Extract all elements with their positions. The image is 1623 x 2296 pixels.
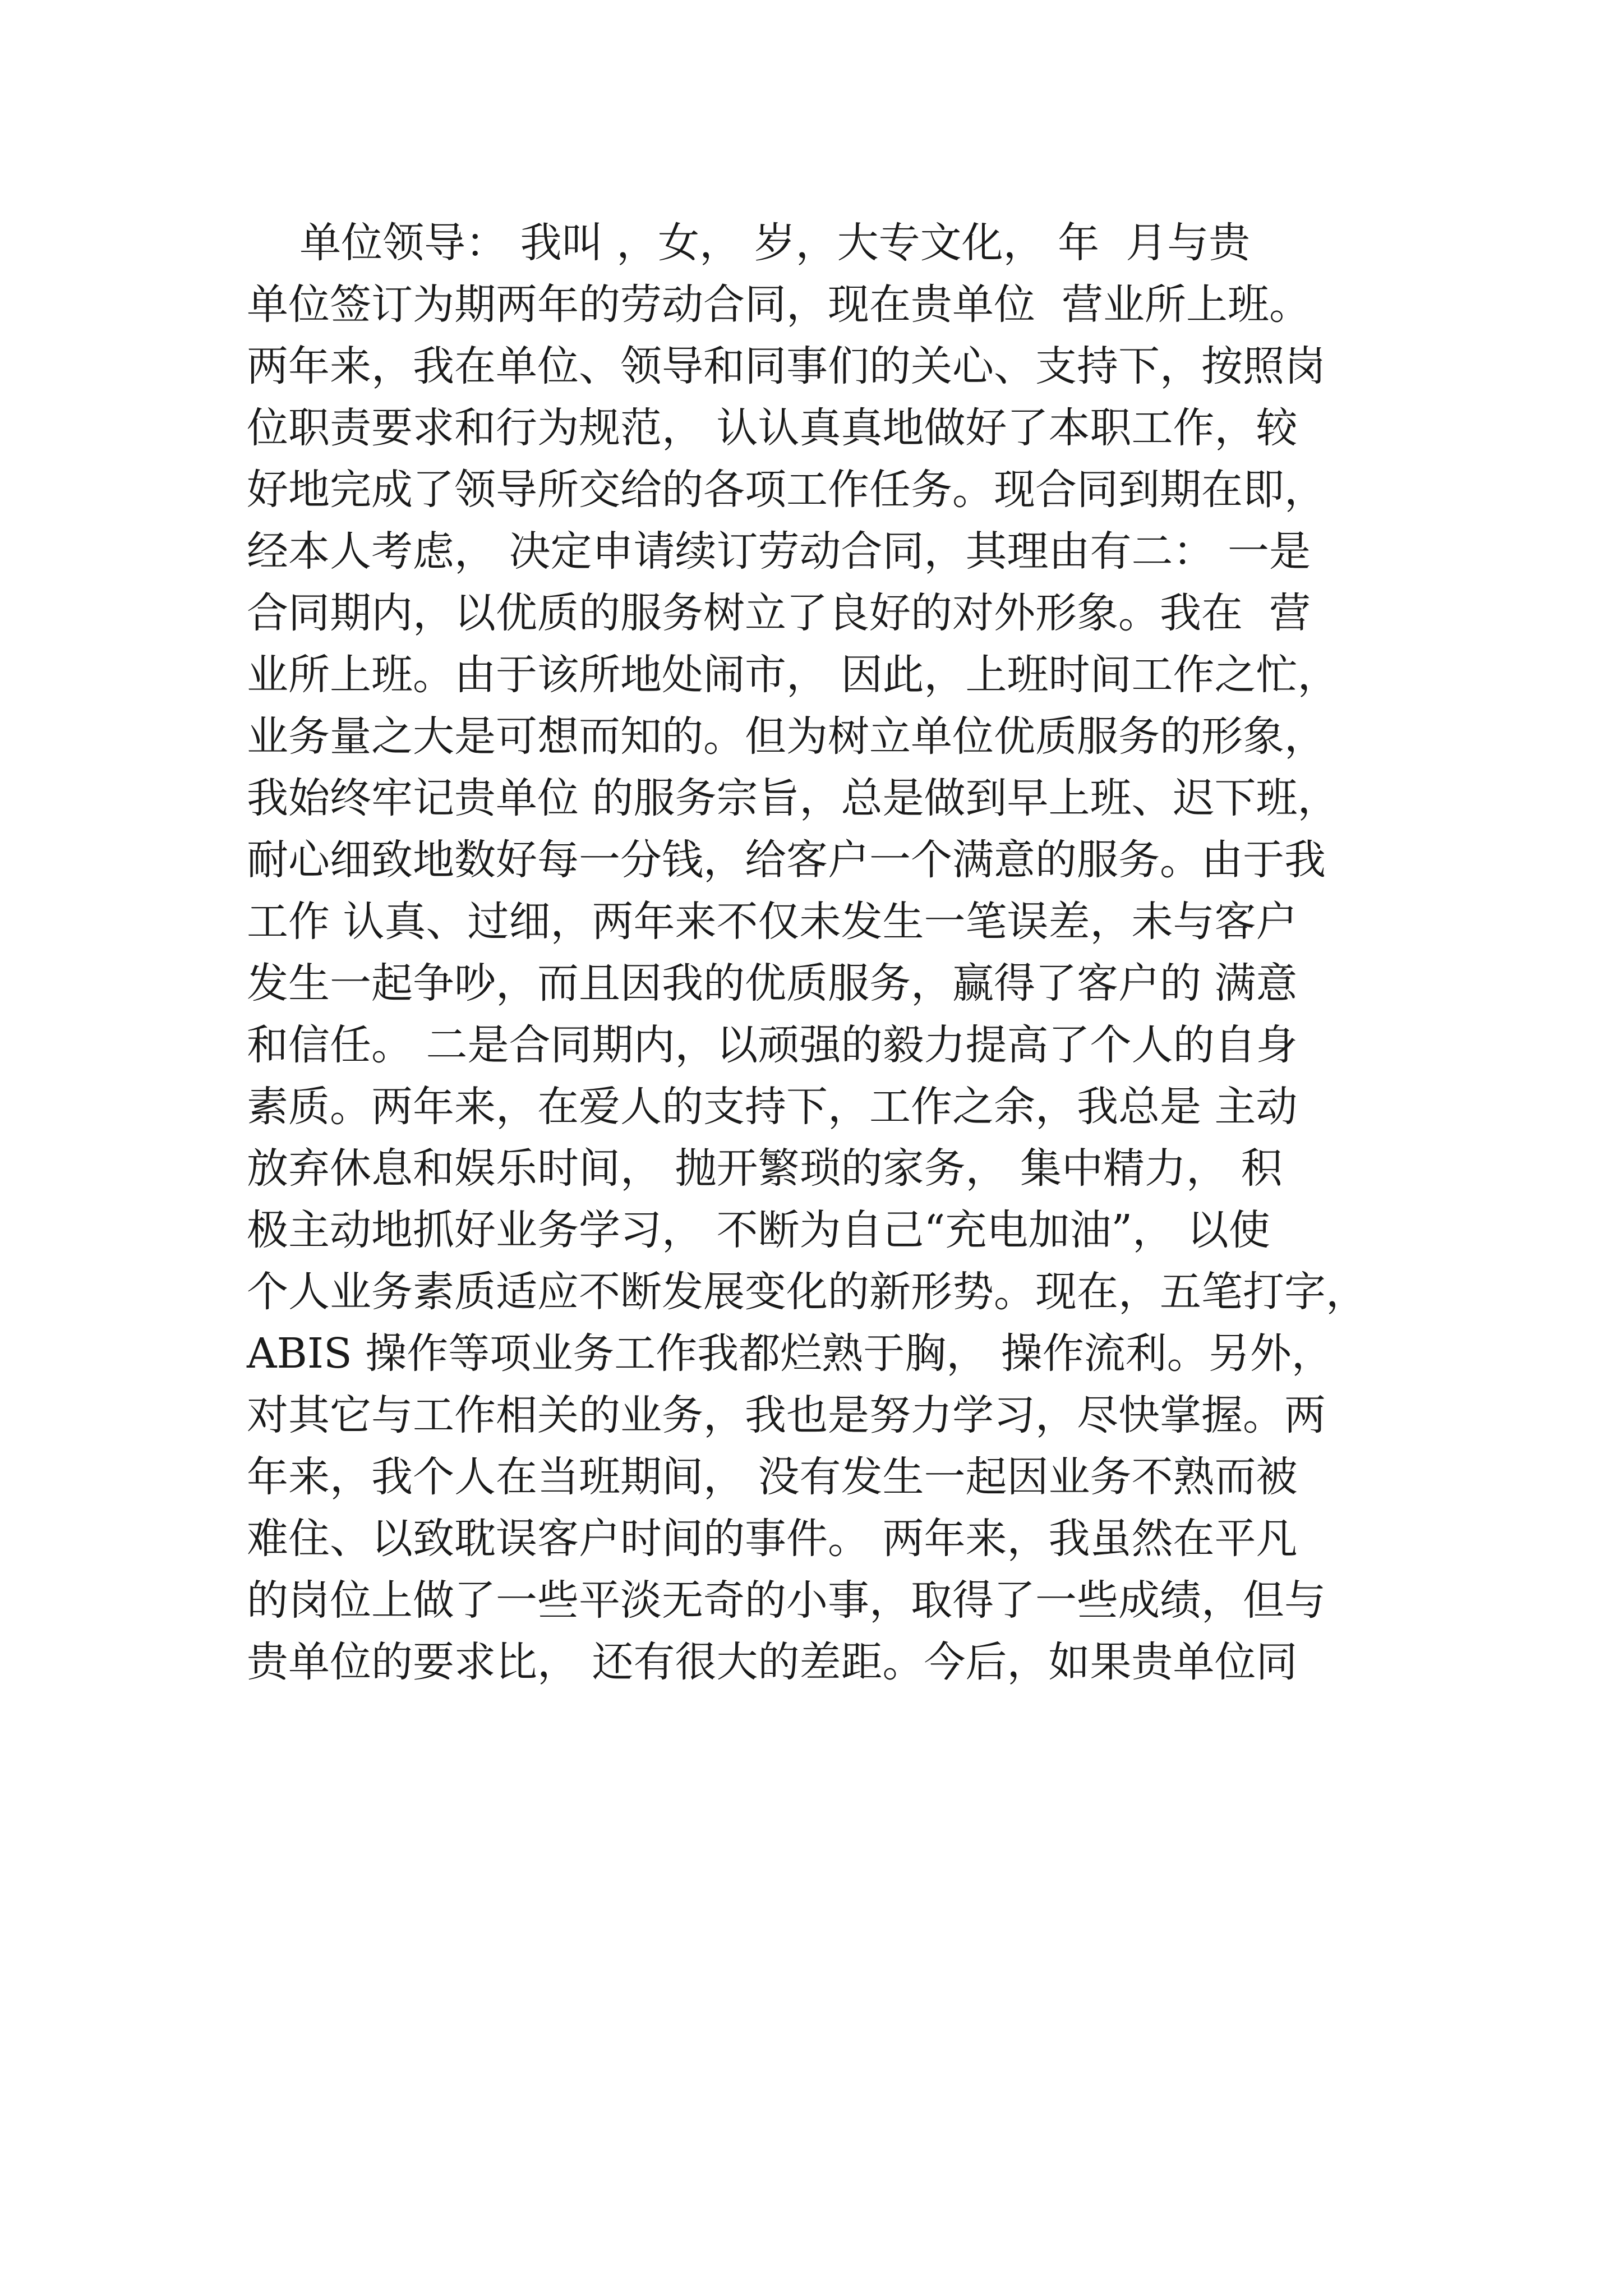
text-line: 单位签订为期两年的劳动合同，现在贵单位 营业所上班。 [247, 280, 1311, 329]
text-line: 我始终牢记贵单位 的服务宗旨，总是做到早上班、迟下班， [247, 774, 1339, 822]
text-line: 贵单位的要求比， 还有很大的差距。今后，如果贵单位同 [247, 1638, 1298, 1686]
text-line: 和信任。 二是合同期内，以顽强的毅力提高了个人的自身 [247, 1021, 1298, 1069]
text-line: 业所上班。由于该所地处闹市， 因此，上班时间工作之忙， [247, 651, 1339, 699]
text-line: 耐心细致地数好每一分钱，给客户一个满意的服务。由于我 [247, 836, 1326, 884]
text-line: 两年来，我在单位、领导和同事们的关心、支持下，按照岗 [247, 342, 1326, 390]
text-line: 单位领导： 我叫 ，女， 岁，大专文化， 年 月与贵 [247, 219, 1251, 267]
text-line: 位职责要求和行为规范， 认认真真地做好了本职工作，较 [247, 404, 1298, 452]
text-line: 难住、以致耽误客户时间的事件。 两年来，我虽然在平凡 [247, 1515, 1298, 1563]
text-line: 年来，我个人在当班期间， 没有发生一起因业务不熟而被 [247, 1453, 1298, 1501]
text-line: 放弃休息和娱乐时间， 抛开繁琐的家务， 集中精力， 积 [247, 1144, 1283, 1193]
text-line: 发生一起争吵，而且因我的优质服务，赢得了客户的 满意 [247, 959, 1298, 1007]
text-line: 好地完成了领导所交给的各项工作任务。现合同到期在即， [247, 466, 1326, 514]
text-line: 经本人考虑， 决定申请续订劳动合同，其理由有二： 一是 [247, 527, 1311, 576]
text-line: 业务量之大是可想而知的。但为树立单位优质服务的形象， [247, 712, 1326, 761]
text-line: 的岗位上做了一些平淡无奇的小事，取得了一些成绩，但与 [247, 1576, 1326, 1625]
text-line: 合同期内，以优质的服务树立了良好的对外形象。我在 营 [247, 589, 1311, 637]
text-line: 极主动地抓好业务学习， 不断为自己“充电加油”， 以使 [247, 1206, 1270, 1254]
text-line: 个人业务素质适应不断发展变化的新形势。现在，五笔打字， [247, 1268, 1367, 1316]
letter-body [247, 212, 1391, 1693]
text-line: ABIS 操作等项业务工作我都烂熟于胸， 操作流利。另外， [247, 1329, 1333, 1378]
text-line: 工作 认真、过细，两年来不仅未发生一笔误差，未与客户 [247, 898, 1298, 946]
text-line: 素质。两年来，在爱人的支持下，工作之余，我总是 主动 [247, 1083, 1298, 1131]
text-line: 对其它与工作相关的业务，我也是努力学习，尽快掌握。两 [247, 1391, 1326, 1439]
